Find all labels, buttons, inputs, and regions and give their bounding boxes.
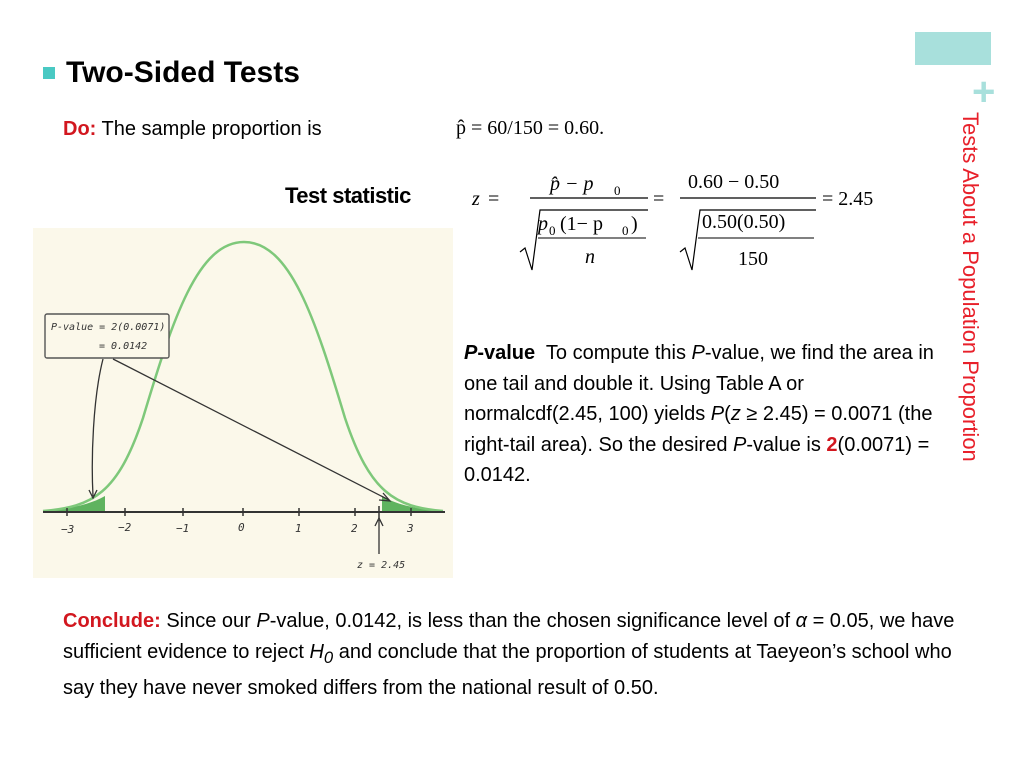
conclude-text: P xyxy=(256,610,270,632)
svg-text:0: 0 xyxy=(549,223,556,238)
conclude-text: = 0.05, we have sufficient evidence to reject xyxy=(63,610,955,663)
plus-icon: + xyxy=(972,70,996,114)
pvalue-text: (0.0071) = 0.0142. xyxy=(464,433,930,486)
pvalue-text: P xyxy=(733,433,747,456)
right-tail-arrow xyxy=(113,359,389,500)
pvalue-text: z xyxy=(730,403,741,425)
accent-bar xyxy=(915,32,991,65)
pvalue-text: -value is xyxy=(746,433,827,456)
svg-text:0: 0 xyxy=(622,223,629,238)
normal-curve-svg xyxy=(33,228,453,578)
formula-den-n: n xyxy=(585,246,595,268)
svg-text:=: = xyxy=(488,188,500,210)
do-label: Do: xyxy=(63,118,97,140)
do-line xyxy=(63,116,322,142)
pvalue-text: To compute this xyxy=(545,342,692,364)
formula-num-values: 0.60 − 0.50 xyxy=(688,171,780,193)
formula-num-symbolic: p̂ − p xyxy=(550,173,594,195)
formula-den-values: 0.50(0.50) xyxy=(702,211,786,233)
tick-label: 3 xyxy=(407,522,414,535)
formula-z: z xyxy=(472,188,480,210)
conclude-label: Conclude: xyxy=(63,610,161,632)
phat-equation: p̂ = 60/150 = 0.60. xyxy=(456,117,605,139)
normal-curve-figure xyxy=(33,228,453,578)
formula-result: = 2.45 xyxy=(822,188,874,210)
conclude-h: H xyxy=(309,641,324,663)
pvalue-paragraph xyxy=(464,338,934,491)
callout-line2: = 0.0142 xyxy=(99,341,148,352)
tick-label: 1 xyxy=(295,522,302,535)
svg-text:): ) xyxy=(631,213,638,235)
tick-label: 2 xyxy=(351,522,358,535)
pvalue-multiplier: 2 xyxy=(826,433,838,456)
formula-den-n-value: 150 xyxy=(738,248,768,270)
pvalue-text: P xyxy=(710,403,725,425)
svg-text:=: = xyxy=(653,188,665,210)
left-tail-arrow xyxy=(92,359,103,496)
side-title xyxy=(957,112,983,564)
pvalue-label: -value xyxy=(477,342,536,364)
side-title-text: Tests About a Population Proportion xyxy=(958,112,983,462)
conclude-paragraph xyxy=(63,606,963,704)
pvalue-text: ≥ 2.45) = 0.0071 (the right-tail area). So the desired xyxy=(464,403,933,456)
test-statistic-formula xyxy=(470,160,910,280)
formula-num-sub: 0 xyxy=(614,183,621,198)
formula-den-rest: (1− p xyxy=(560,213,603,235)
conclude-alpha: α xyxy=(795,610,808,632)
conclude-h-sub: 0 xyxy=(323,648,334,667)
tick-label: −3 xyxy=(61,523,75,536)
do-text: The sample proportion is xyxy=(101,118,322,140)
conclude-text: and conclude that the proportion of students at Taeyeon’s school who say they have never smoked differs from the national result of 0.50. xyxy=(63,641,952,699)
slide-heading: Two-Sided Tests xyxy=(66,56,300,89)
conclude-text: Since our xyxy=(160,610,257,632)
formula-den-p: p xyxy=(538,213,548,235)
bell-curve xyxy=(43,242,443,511)
z-label: z = 2.45 xyxy=(357,560,406,571)
pvalue-text: ( xyxy=(724,403,731,425)
conclude-text: -value, 0.0142, is less than the chosen significance level of xyxy=(269,610,796,632)
pvalue-label-p: P xyxy=(464,342,478,364)
tick-label: 0 xyxy=(238,521,245,534)
callout-line1: P-value = 2(0.0071) xyxy=(51,322,166,333)
pvalue-text: P xyxy=(691,342,705,364)
pvalue-text: -value, we find the area in one tail and double it. Using Table A or normalcdf(2.45, 100) yields xyxy=(464,342,934,425)
tick-label: −1 xyxy=(176,522,190,535)
bullet-icon xyxy=(43,67,55,79)
test-statistic-label: Test statistic xyxy=(285,183,411,208)
tick-label: −2 xyxy=(118,521,132,534)
